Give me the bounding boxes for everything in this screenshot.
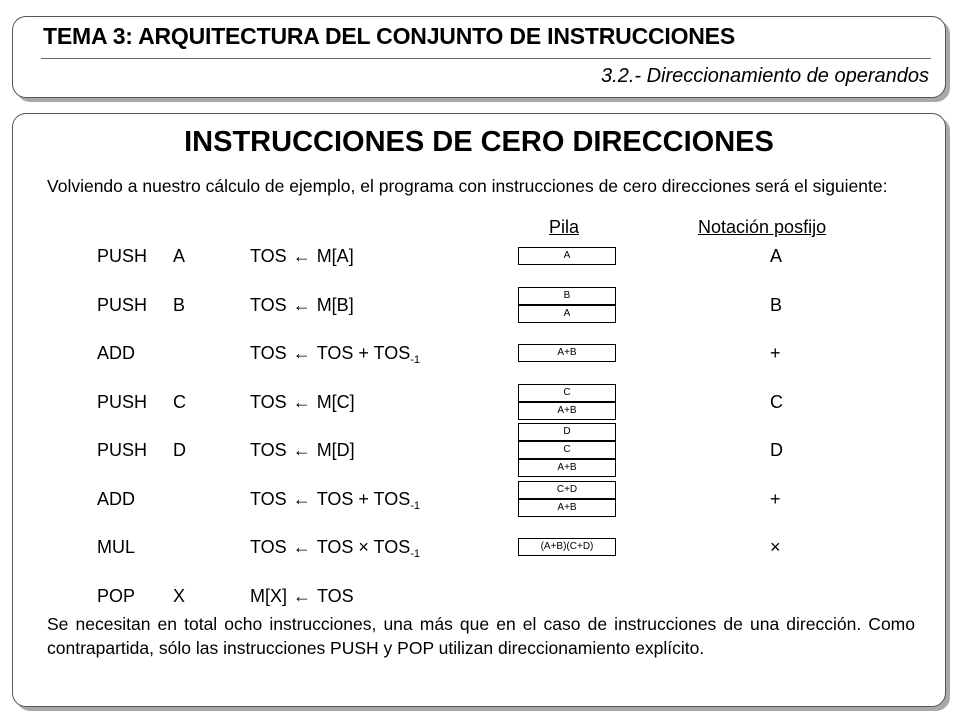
transfer-destination: TOS	[250, 537, 287, 557]
operand: X	[173, 585, 186, 606]
opcode: PUSH	[97, 246, 148, 266]
left-arrow-icon: ←	[292, 488, 311, 509]
stack-column-header: Pila	[549, 217, 580, 237]
opcode: PUSH	[97, 391, 148, 412]
transfer-destination: TOS	[250, 246, 287, 266]
header-panel	[12, 16, 946, 98]
left-arrow-icon: ←	[292, 343, 311, 363]
transfer-source: TOS	[317, 585, 354, 606]
opcode: PUSH	[97, 440, 148, 460]
content-panel	[12, 113, 946, 707]
opcode: ADD	[97, 343, 136, 363]
register-transfer	[250, 295, 354, 318]
stack-slot: (A+B)(C+D)	[518, 538, 616, 556]
postfix-symbol: ×	[770, 537, 781, 557]
operand: A	[173, 246, 186, 266]
stack-slot: C	[518, 441, 616, 459]
opcode: MUL	[97, 537, 136, 557]
transfer-destination: TOS	[250, 391, 287, 412]
operand: B	[173, 294, 186, 315]
intro-paragraph: Volviendo a nuestro cálculo de ejemplo, el programa con instrucciones de cero direcciones será el siguiente:	[47, 176, 888, 196]
opcode: PUSH	[97, 294, 148, 315]
section-title: 3.2.- Direccionamiento de operandos	[601, 65, 929, 87]
postfix-symbol: +	[770, 488, 781, 509]
stack-slot: A	[518, 247, 616, 265]
stack-slot: A	[518, 305, 616, 323]
postfix-symbol: A	[770, 246, 783, 266]
slide-title: INSTRUCCIONES DE CERO DIRECCIONES	[184, 126, 774, 158]
transfer-source: M[D]	[316, 440, 355, 460]
stack-slot: A+B	[518, 499, 616, 517]
transfer-destination: TOS	[250, 294, 287, 315]
register-transfer	[250, 440, 355, 463]
transfer-subscript: -1	[410, 354, 421, 366]
postfix-symbol: D	[770, 440, 783, 460]
stack-slot: A+B	[518, 402, 616, 420]
chapter-title: TEMA 3: ARQUITECTURA DEL CONJUNTO DE INSTRUCCIONES	[43, 23, 735, 49]
transfer-subscript: -1	[410, 548, 421, 560]
stack-slot: C+D	[518, 481, 616, 499]
register-transfer	[250, 392, 355, 415]
register-transfer	[250, 489, 420, 512]
register-transfer	[250, 343, 420, 366]
postfix-column-header: Notación posfijo	[698, 217, 827, 237]
left-arrow-icon: ←	[292, 440, 311, 460]
stack-slot: A+B	[518, 344, 616, 362]
left-arrow-icon: ←	[292, 246, 311, 266]
stack-slot: A+B	[518, 459, 616, 477]
transfer-destination: TOS	[250, 343, 287, 363]
left-arrow-icon: ←	[293, 585, 312, 606]
transfer-source: M[A]	[316, 246, 354, 266]
transfer-source: M[C]	[316, 391, 355, 412]
transfer-source: TOS × TOS	[316, 537, 411, 557]
register-transfer	[250, 246, 354, 269]
transfer-source: TOS + TOS	[316, 488, 411, 509]
transfer-source: M[B]	[316, 294, 354, 315]
transfer-subscript: -1	[410, 499, 421, 512]
header-divider	[41, 58, 931, 59]
register-transfer	[250, 586, 354, 609]
stack-slot: D	[518, 423, 616, 441]
transfer-destination: TOS	[250, 440, 287, 460]
operand: C	[173, 391, 186, 412]
transfer-source: TOS + TOS	[316, 343, 411, 363]
conclusion-paragraph: Se necesitan en total ocho instrucciones, una más que en el caso de instrucciones de una dirección. Como contrapartida, sólo las instrucciones PUSH y POP utilizan direccionamiento explícito.	[47, 614, 915, 658]
left-arrow-icon: ←	[292, 294, 311, 315]
transfer-destination: TOS	[250, 488, 287, 509]
postfix-symbol: C	[770, 391, 783, 412]
opcode: ADD	[97, 488, 136, 509]
operand: D	[173, 440, 186, 460]
stack-slot: C	[518, 384, 616, 402]
left-arrow-icon: ←	[292, 537, 311, 557]
register-transfer	[250, 537, 420, 560]
postfix-symbol: B	[770, 294, 783, 315]
left-arrow-icon: ←	[292, 391, 311, 412]
opcode: POP	[97, 585, 136, 606]
stack-slot: B	[518, 287, 616, 305]
transfer-destination: M[X]	[250, 585, 288, 606]
postfix-symbol: +	[770, 343, 781, 363]
